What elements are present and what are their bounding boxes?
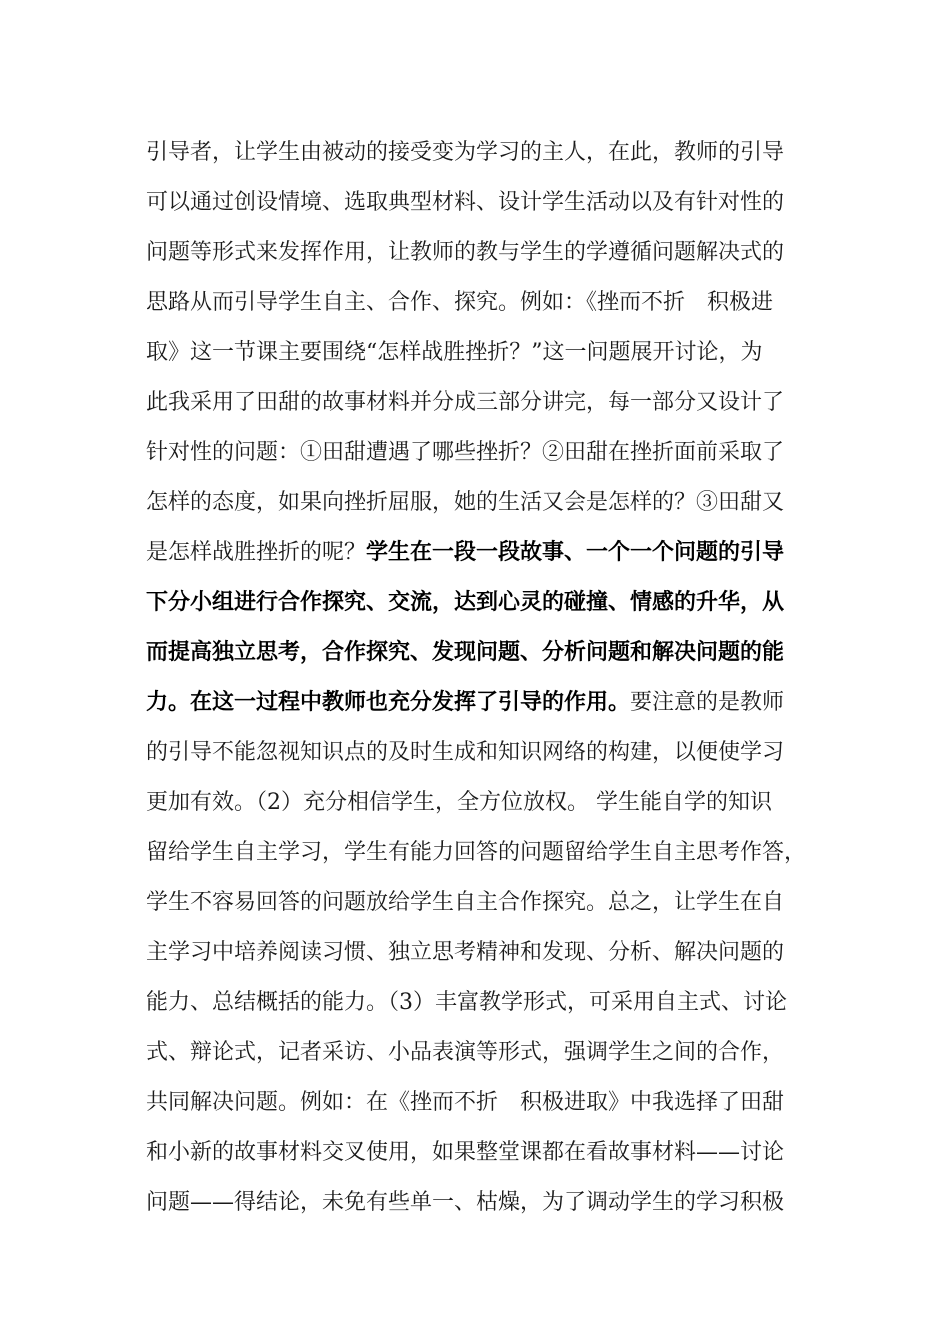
text-line: 此我采用了田甜的故事材料并分成三部分讲完，每一部分又设计了 xyxy=(146,390,785,415)
text-line: 引导者，让学生由被动的接受变为学习的主人，在此，教师的引导 xyxy=(146,140,785,165)
text-line: 和小新的故事材料交叉使用，如果整堂课都在看故事材料——讨论 xyxy=(146,1140,785,1165)
text-line xyxy=(146,578,806,628)
text-line: 针对性的问题：①田甜遭遇了哪些挫折？②田甜在挫折面前采取了 xyxy=(146,440,785,465)
text-line: 共同解决问题。例如：在《挫而不折 积极进取》中我选择了田甜 xyxy=(146,1090,785,1115)
text-line: 更加有效。（2）充分相信学生，全方位放权。 学生能自学的知识 xyxy=(146,790,772,815)
text-line: 式、辩论式，记者采访、小品表演等形式，强调学生之间的合作， xyxy=(146,1040,785,1065)
text-line: 问题等形式来发挥作用，让教师的教与学生的学遵循问题解决式的 xyxy=(146,240,785,265)
text-line xyxy=(146,628,806,678)
text-line: 学生不容易回答的问题放给学生自主合作探究。总之，让学生在自 xyxy=(146,890,785,915)
emphasized-text: 而提高独立思考，合作探究、发现问题、分析问题和解决问题的能 xyxy=(146,640,785,665)
text-line: 可以通过创设情境、选取典型材料、设计学生活动以及有针对性的 xyxy=(146,190,785,215)
text-line: 取》这一节课主要围绕“怎样战胜挫折？”这一问题展开讨论，为 xyxy=(146,340,763,365)
emphasized-text: 力。在这一过程中教师也充分发挥了引导的作用。 xyxy=(146,690,631,715)
text-line: 力。在这一过程中教师也充分发挥了引导的作用。要注意的是教师 xyxy=(146,690,785,715)
emphasized-text: 下分小组进行合作探究、交流，达到心灵的碰撞、情感的升华，从 xyxy=(146,590,785,615)
text-line: 的引导不能忽视知识点的及时生成和知识网络的构建，以便使学习 xyxy=(146,740,785,765)
text-line: 思路从而引导学生自主、合作、探究。例如：《挫而不折 积极进 xyxy=(146,290,774,315)
text-line: 主学习中培养阅读习惯、独立思考精神和发现、分析、解决问题的 xyxy=(146,940,785,965)
text-line: 怎样的态度，如果向挫折屈服，她的生活又会是怎样的？③田甜又 xyxy=(146,490,785,515)
emphasized-text: 学生在一段一段故事、一个一个问题的引导 xyxy=(366,540,785,565)
body-text xyxy=(146,128,806,1228)
text-line: 问题——得结论，未免有些单一、枯燥，为了调动学生的学习积极 xyxy=(146,1190,785,1215)
text-line: 是怎样战胜挫折的呢？学生在一段一段故事、一个一个问题的引导 xyxy=(146,540,785,565)
text-line: 能力、总结概括的能力。（3）丰富教学形式，可采用自主式、讨论 xyxy=(146,990,787,1015)
text-line: 留给学生自主学习，学生有能力回答的问题留给学生自主思考作答， xyxy=(146,840,806,865)
